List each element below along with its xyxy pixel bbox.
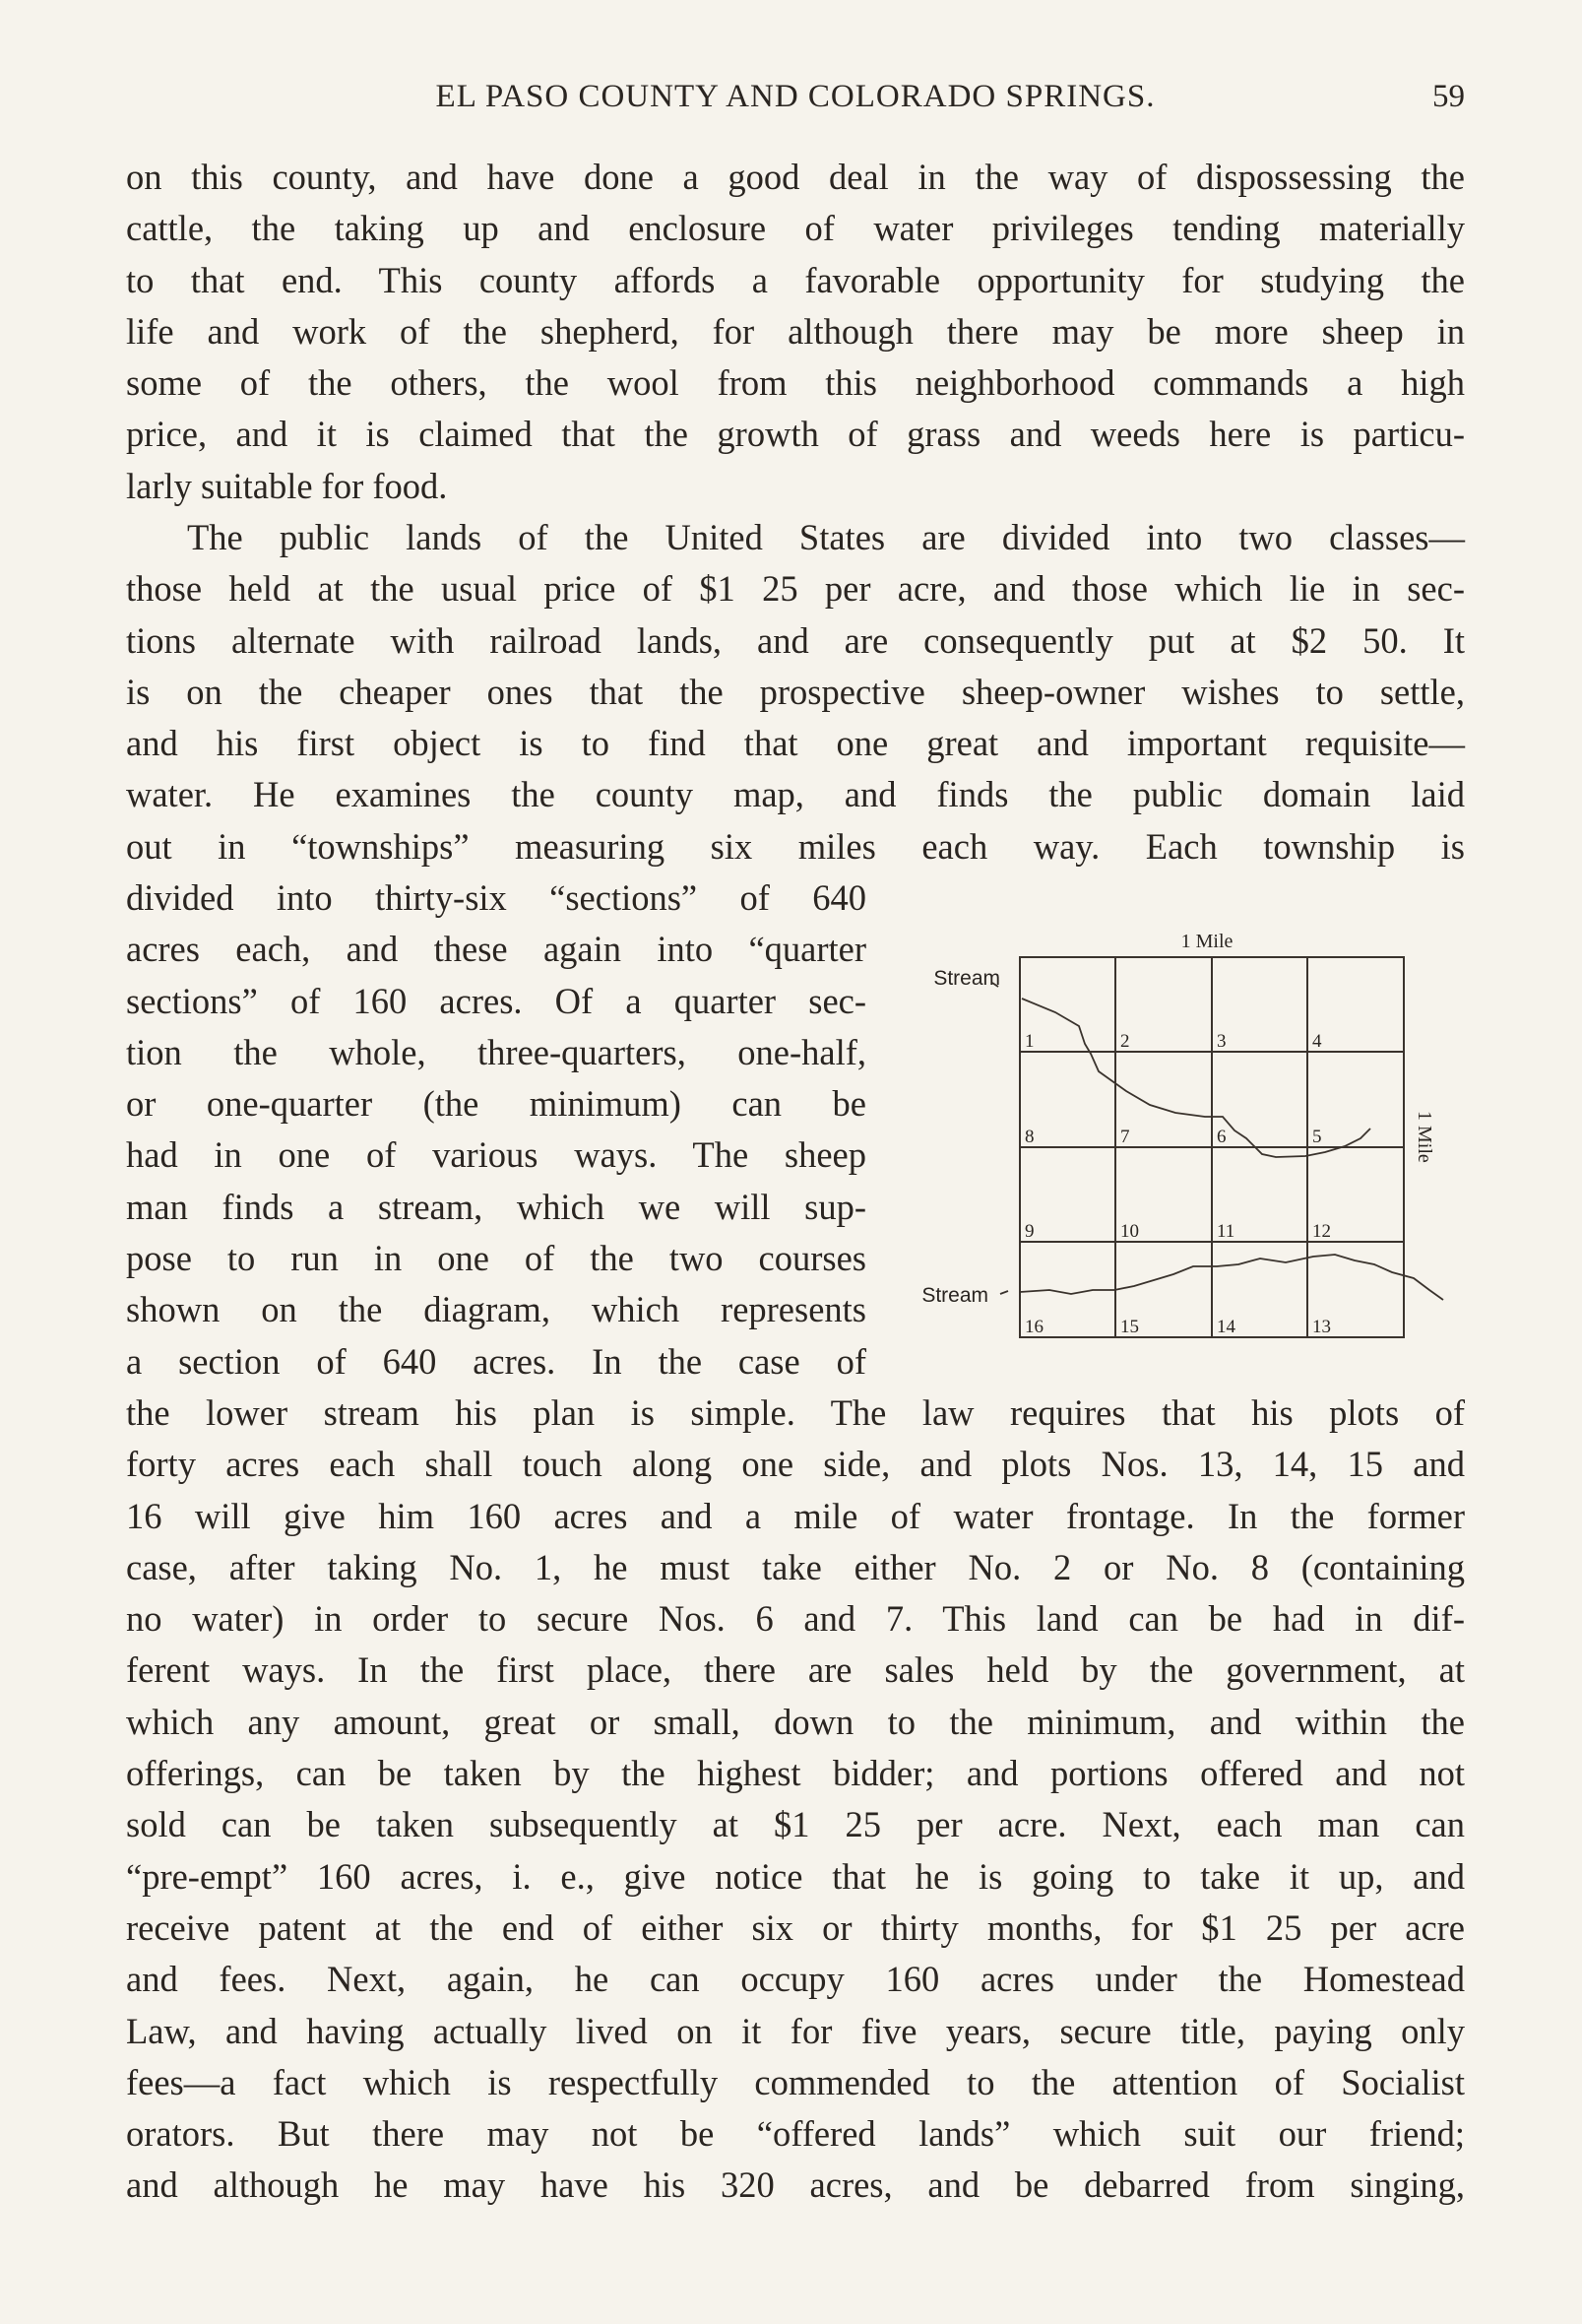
cell-number: 9 bbox=[1025, 1221, 1035, 1242]
text-line: cattle, the taking up and enclosure of water privileges tending materially bbox=[126, 208, 1465, 249]
text-line: the lower stream his plan is simple. The law requires that his plots of bbox=[126, 1392, 1465, 1433]
text-line: had in one of various ways. The sheep bbox=[126, 1134, 866, 1176]
text-line: price, and it is claimed that the growth of grass and weeds here is particu- bbox=[126, 414, 1465, 455]
text-line: receive patent at the end of either six or thirty months, for $1 25 per acre bbox=[126, 1906, 1465, 1948]
text-line: or one-quarter (the minimum) can be bbox=[126, 1083, 866, 1125]
text-line: 16 will give him 160 acres and a mile of water frontage. In the former bbox=[126, 1495, 1465, 1536]
text-line: and although he may have his 320 acres, and be debarred from singing, bbox=[126, 2164, 1465, 2206]
cell-number: 15 bbox=[1120, 1317, 1139, 1337]
cell-number: 4 bbox=[1312, 1031, 1322, 1052]
cell-number: 11 bbox=[1217, 1221, 1235, 1242]
cell-number: 1 bbox=[1025, 1031, 1035, 1052]
text-line: forty acres each shall touch along one side, and plots Nos. 13, 14, 15 and bbox=[126, 1444, 1465, 1485]
page-number: 59 bbox=[1432, 79, 1465, 114]
text-line: offerings, can be taken by the highest bidder; and portions offered and not bbox=[126, 1753, 1465, 1794]
cell-number: 3 bbox=[1217, 1031, 1227, 1052]
text-line: tions alternate with railroad lands, and are consequently put at $2 50. It bbox=[126, 619, 1465, 661]
text-line: Law, and having actually lived on it for five years, secure title, paying only bbox=[126, 2010, 1465, 2051]
cell-number: 10 bbox=[1120, 1221, 1139, 1242]
upper-stream-label: Stream bbox=[933, 967, 1000, 990]
cell-number: 7 bbox=[1120, 1127, 1130, 1147]
cell-number: 13 bbox=[1312, 1317, 1331, 1337]
top-mile-label: 1 Mile bbox=[1180, 931, 1234, 952]
text-line: fees—a fact which is respectfully commended to the attention of Socialist bbox=[126, 2061, 1465, 2102]
text-line: divided into thirty-six “sections” of 640 bbox=[126, 877, 866, 918]
lower-stream-line bbox=[1000, 1255, 1443, 1300]
section-diagram bbox=[882, 924, 1453, 1352]
running-header bbox=[126, 79, 1465, 122]
cell-number: 8 bbox=[1025, 1127, 1035, 1147]
text-line: which any amount, great or small, down to the minimum, and within the bbox=[126, 1701, 1465, 1742]
text-line: to that end. This county affords a favorable opportunity for studying the bbox=[126, 259, 1465, 300]
text-line: tion the whole, three-quarters, one-half, bbox=[126, 1031, 866, 1072]
text-line: sections” of 160 acres. Of a quarter sec- bbox=[126, 980, 866, 1021]
side-mile-label: 1 Mile bbox=[1414, 1111, 1435, 1163]
paragraph-2-continued bbox=[126, 1388, 1465, 2212]
text-line: life and work of the shepherd, for although there may be more sheep in bbox=[126, 310, 1465, 352]
text-line: a section of 640 acres. In the case of bbox=[126, 1340, 866, 1382]
text-line: pose to run in one of the two courses bbox=[126, 1238, 866, 1279]
cell-number: 14 bbox=[1217, 1317, 1235, 1337]
running-title: EL PASO COUNTY AND COLORADO SPRINGS. bbox=[435, 79, 1156, 114]
cell-number: 2 bbox=[1120, 1031, 1130, 1052]
text-line: is on the cheaper ones that the prospective sheep-owner wishes to settle, bbox=[126, 671, 1465, 712]
lower-stream-label: Stream bbox=[921, 1284, 988, 1307]
text-line: shown on the diagram, which represents bbox=[126, 1289, 866, 1330]
text-line: sold can be taken subsequently at $1 25 per acre. Next, each man can bbox=[126, 1804, 1465, 1845]
cell-number: 6 bbox=[1217, 1127, 1227, 1147]
paragraph-2 bbox=[126, 512, 1465, 872]
text-line: and his first object is to find that one great and important requisite— bbox=[126, 723, 1465, 764]
text-line: man finds a stream, which we will sup- bbox=[126, 1186, 866, 1227]
text-line: case, after taking No. 1, he must take either No. 2 or No. 8 (containing bbox=[126, 1546, 1465, 1587]
text-line: those held at the usual price of $1 25 per acre, and those which lie in sec- bbox=[126, 568, 1465, 610]
paragraph-1 bbox=[126, 152, 1465, 512]
cell-number: 5 bbox=[1312, 1127, 1322, 1147]
text-line: on this county, and have done a good deal in the way of dispossessing the bbox=[126, 157, 1465, 197]
text-line: some of the others, the wool from this neighborhood commands a high bbox=[126, 362, 1465, 404]
text-line: ferent ways. In the first place, there are sales held by the government, at bbox=[126, 1649, 1465, 1691]
text-line: “pre-empt” 160 acres, i. e., give notice that he is going to take it up, and bbox=[126, 1855, 1465, 1897]
cell-number: 16 bbox=[1025, 1317, 1044, 1337]
cell-number: 12 bbox=[1312, 1221, 1331, 1242]
text-line: and fees. Next, again, he can occupy 160 acres under the Homestead bbox=[126, 1959, 1465, 2000]
text-line: acres each, and these again into “quarter bbox=[126, 929, 866, 970]
paragraph-2-wrapped bbox=[126, 872, 866, 1388]
text-line: no water) in order to secure Nos. 6 and 7. This land can be had in dif- bbox=[126, 1598, 1465, 1640]
text-line: water. He examines the county map, and finds the public domain laid bbox=[126, 774, 1465, 815]
text-line: larly suitable for food. bbox=[126, 465, 448, 506]
section-diagram-svg bbox=[882, 924, 1453, 1352]
text-line: orators. But there may not be “offered lands” which suit our friend; bbox=[126, 2113, 1465, 2155]
text-line: out in “townships” measuring six miles each way. Each township is bbox=[126, 825, 1465, 867]
text-line: The public lands of the United States are divided into two classes— bbox=[187, 517, 1465, 557]
